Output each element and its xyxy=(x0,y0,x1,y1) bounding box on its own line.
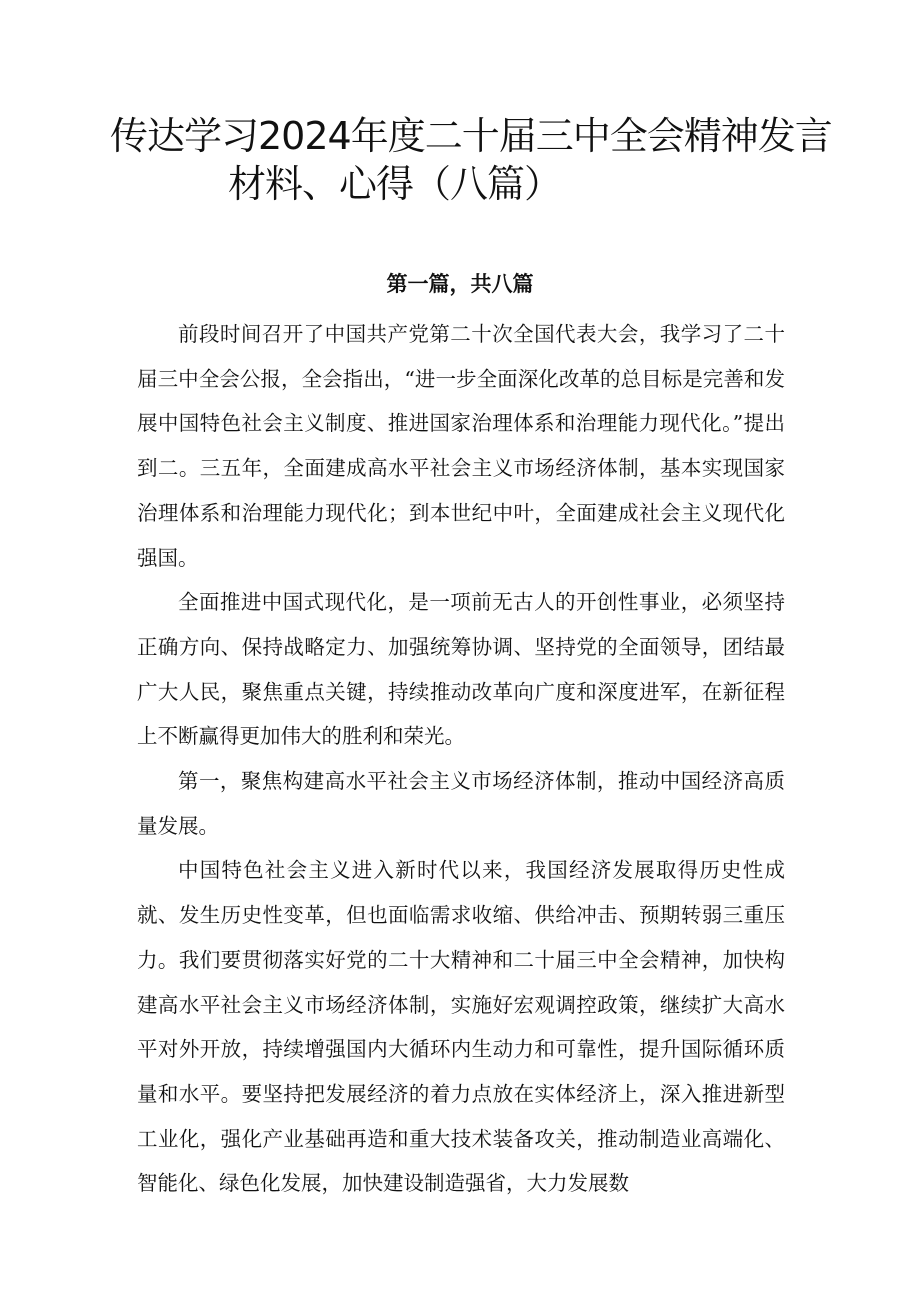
title-line-1: 传达学习2024年度二十届三中全会精神发言 xyxy=(110,114,832,158)
title-line-2: 材料、心得（八篇） xyxy=(228,162,562,206)
document-body xyxy=(137,312,785,1206)
section-heading: 第一篇，共八篇 xyxy=(386,272,534,296)
paragraph: 第一，聚焦构建高水平社会主义市场经济体制，推动中国经济高质量发展。 xyxy=(137,769,785,838)
paragraph: 全面推进中国式现代化，是一项前无古人的开创性事业，必须坚持正确方向、保持战略定力、加强统筹协调、坚持党的全面领导，团结最广大人民，聚焦重点关键，持续推动改革向广度和深度进军，在新征程上不断赢得更加伟大的胜利和荣光。 xyxy=(137,590,785,749)
document-title xyxy=(110,112,832,208)
paragraph: 前段时间召开了中国共产党第二十次全国代表大会，我学习了二十届三中全会公报，全会指出，“进一步全面深化改革的总目标是完善和发展中国特色社会主义制度、推进国家治理体系和治理能力现代化。”提出到二。三五年，全面建成高水平社会主义市场经济体制，基本实现国家治理体系和治理能力现代化；到本世纪中叶，全面建成社会主义现代化强国。 xyxy=(137,322,785,570)
paragraph: 中国特色社会主义进入新时代以来，我国经济发展取得历史性成就、发生历史性变革，但也面临需求收缩、供给冲击、预期转弱三重压力。我们要贯彻落实好党的二十大精神和二十届三中全会精神，加快构建高水平社会主义市场经济体制，实施好宏观调控政策，继续扩大高水平对外开放，持续增强国内大循环内生动力和可靠性，提升国际循环质量和水平。要坚持把发展经济的着力点放在实体经济上，深入推进新型工业化，强化产业基础再造和重大技术装备攻关，推动制造业高端化、智能化、绿色化发展，加快建设制造强省，大力发展数 xyxy=(137,858,785,1196)
